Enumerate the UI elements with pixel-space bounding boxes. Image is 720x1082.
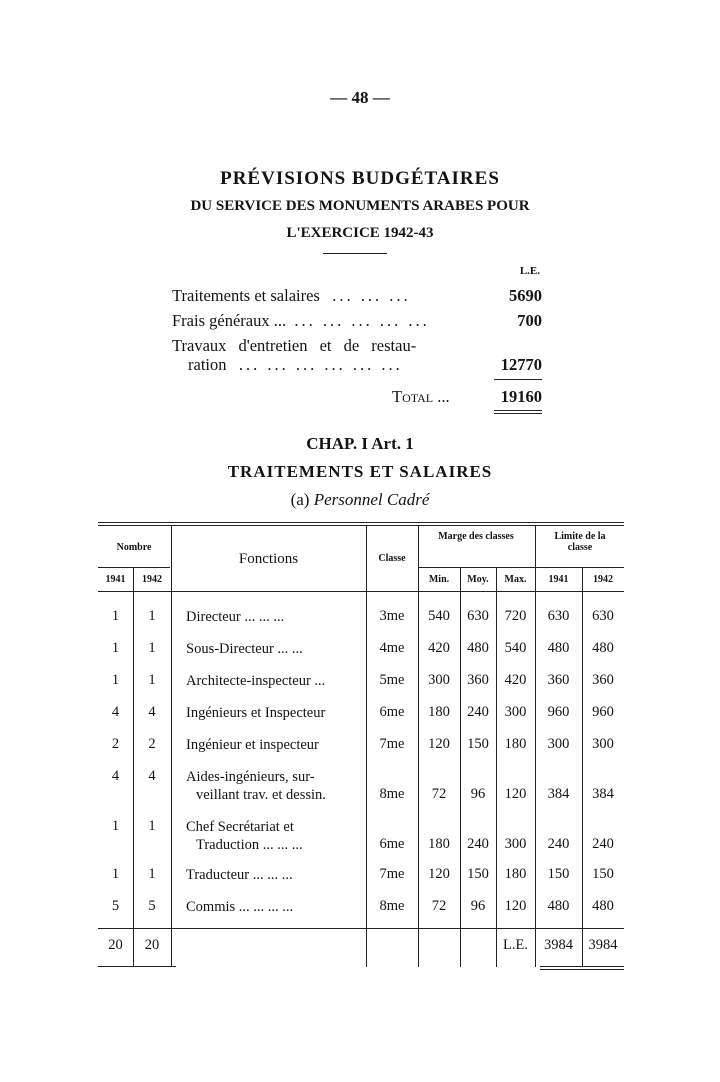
- cell-fonction: [186, 608, 362, 626]
- fonction-line: Chef Secrétariat et: [186, 819, 294, 835]
- cell-classe: 4me: [379, 640, 405, 656]
- cell-max: 300: [504, 704, 527, 720]
- budget-item-value: 12770: [500, 355, 542, 374]
- cell-classe: 8me: [379, 898, 405, 914]
- budget-item-label: Traitements et salaires ... ... ...: [172, 286, 411, 305]
- cell-l41: 480: [547, 640, 570, 656]
- cell-l42: 240: [592, 836, 614, 852]
- budget-item-label: Frais généraux ... ... ... ... ... ...: [172, 311, 430, 330]
- cell-min: 300: [428, 672, 450, 688]
- budget-item-value: 5690: [509, 286, 542, 305]
- fonction-line: Ingénieurs et Inspecteur: [186, 705, 326, 721]
- cell-n41: 1: [111, 672, 120, 688]
- header-rule: [418, 567, 624, 568]
- cell-classe: 6me: [379, 704, 405, 720]
- cell-moy: 96: [470, 898, 486, 914]
- fonction-line-cont: Traduction ... ... ...: [196, 837, 303, 853]
- cell-max: 540: [504, 640, 527, 656]
- header-limite-1942: 1942: [593, 574, 613, 585]
- cell-moy: 360: [467, 672, 489, 688]
- total-limite-1942: 3984: [588, 937, 618, 953]
- cell-max: 180: [504, 866, 527, 882]
- cell-fonction: [186, 704, 362, 722]
- cell-classe: 7me: [379, 736, 405, 752]
- chapter-heading: CHAP. I Art. 1: [306, 434, 414, 453]
- cell-fonction: [186, 818, 362, 854]
- cell-n41: 2: [111, 736, 120, 752]
- cell-l42: 480: [592, 640, 614, 656]
- cell-moy: 150: [467, 866, 489, 882]
- fonction-line: Commis ... ... ... ...: [186, 899, 294, 915]
- cell-l42: 960: [592, 704, 614, 720]
- cell-max: 420: [504, 672, 527, 688]
- cell-classe: 6me: [379, 836, 405, 852]
- cell-l42: 630: [592, 608, 614, 624]
- cell-moy: 480: [467, 640, 489, 656]
- fonction-line: Ingénieur et inspecteur: [186, 737, 319, 753]
- cell-min: 540: [428, 608, 450, 624]
- total-unit: L.E.: [503, 937, 528, 953]
- document-title: PRÉVISIONS BUDGÉTAIRES: [220, 168, 500, 189]
- cell-classe: 8me: [379, 786, 405, 802]
- cell-classe: 7me: [379, 866, 405, 882]
- cell-n42: 1: [148, 818, 156, 834]
- cell-max: 120: [504, 786, 527, 802]
- cell-classe: 5me: [379, 672, 405, 688]
- cell-n42: 1: [148, 640, 156, 656]
- total-nombre-1942: 20: [144, 937, 160, 953]
- budget-total-label: Total ...: [392, 387, 450, 406]
- cell-n41: 5: [111, 898, 120, 914]
- header-nombre: Nombre: [116, 542, 152, 553]
- header-classe: Classe: [378, 553, 406, 564]
- cell-max: 180: [504, 736, 527, 752]
- cell-n42: 1: [148, 608, 156, 624]
- cell-n41: 1: [111, 866, 120, 882]
- total-rule: [494, 379, 542, 380]
- cell-fonction: [186, 736, 362, 754]
- cell-min: 180: [428, 836, 450, 852]
- table-top-rule: [98, 525, 624, 526]
- table-top-rule: [98, 522, 624, 523]
- budget-item-value: 700: [517, 311, 542, 330]
- header-limite: Limite de la classe: [554, 531, 606, 553]
- cell-min: 420: [428, 640, 450, 656]
- cell-l42: 150: [592, 866, 614, 882]
- fonction-line: Directeur ... ... ...: [186, 609, 285, 625]
- cell-n42: 1: [148, 866, 156, 882]
- header-max: Max.: [504, 574, 527, 585]
- total-double-rule: [494, 413, 542, 414]
- cell-n42: 4: [148, 704, 156, 720]
- fonction-line: Sous-Directeur ... ...: [186, 641, 303, 657]
- cell-n42: 5: [148, 898, 156, 914]
- cell-l41: 630: [547, 608, 570, 624]
- cell-fonction: [186, 866, 362, 884]
- cell-l41: 150: [547, 866, 570, 882]
- cell-fonction: [186, 640, 362, 658]
- document-subtitle: DU SERVICE DES MONUMENTS ARABES POUR: [190, 198, 530, 214]
- document-subtitle-year: L'EXERCICE 1942-43: [286, 225, 434, 241]
- cell-fonction: [186, 672, 362, 690]
- page-number: — 48 —: [330, 88, 390, 107]
- cell-moy: 96: [470, 786, 486, 802]
- cell-min: 72: [431, 898, 447, 914]
- budget-item-label-cont: ration ... ... ... ... ... ...: [188, 355, 403, 374]
- cell-l42: 480: [592, 898, 614, 914]
- cell-fonction: [186, 898, 362, 916]
- title-divider: [323, 253, 387, 254]
- header-fonctions: Fonctions: [238, 551, 299, 567]
- cell-l41: 360: [547, 672, 570, 688]
- cell-moy: 240: [467, 704, 489, 720]
- cell-n42: 1: [148, 672, 156, 688]
- cell-moy: 240: [467, 836, 489, 852]
- total-limite-1941: 3984: [544, 937, 573, 953]
- header-marge: Marge des classes: [438, 531, 514, 542]
- header-nombre-1942: 1942: [142, 574, 162, 585]
- cell-l42: 300: [592, 736, 614, 752]
- cell-n41: 1: [111, 608, 120, 624]
- cell-l42: 384: [592, 786, 614, 802]
- cell-l41: 960: [547, 704, 570, 720]
- total-nombre-1941: 20: [108, 937, 123, 953]
- fonction-line: Aides-ingénieurs, sur-: [186, 769, 315, 785]
- cell-l41: 384: [547, 786, 570, 802]
- cell-fonction: [186, 768, 362, 804]
- fonction-line-cont: veillant trav. et dessin.: [196, 787, 326, 803]
- cell-n41: 4: [111, 704, 120, 720]
- cell-n41: 1: [111, 818, 120, 834]
- cell-min: 120: [428, 736, 450, 752]
- header-nombre-1941: 1941: [105, 574, 126, 585]
- cell-l41: 240: [547, 836, 570, 852]
- header-bottom-rule: [98, 591, 624, 592]
- header-min: Min.: [428, 574, 450, 585]
- cell-classe: 3me: [379, 608, 405, 624]
- cell-moy: 150: [467, 736, 489, 752]
- cell-max: 720: [504, 608, 527, 624]
- budget-total-value: 19160: [500, 387, 542, 406]
- budget-unit: L.E.: [519, 265, 540, 277]
- header-moy: Moy.: [467, 574, 489, 585]
- cell-n41: 1: [111, 640, 120, 656]
- fonction-line: Architecte-inspecteur ...: [186, 673, 326, 689]
- cell-l42: 360: [592, 672, 614, 688]
- header-limite-1941: 1941: [548, 574, 569, 585]
- total-double-rule: [494, 410, 542, 411]
- cell-n42: 2: [148, 736, 156, 752]
- cell-min: 120: [428, 866, 450, 882]
- cell-l41: 480: [547, 898, 570, 914]
- total-rule: [98, 928, 624, 929]
- header-rule: [98, 567, 170, 568]
- bottom-rule: [98, 966, 176, 967]
- section-heading: TRAITEMENTS ET SALAIRES: [227, 462, 493, 481]
- cell-moy: 630: [467, 608, 489, 624]
- cell-l41: 300: [547, 736, 570, 752]
- subsection-heading: (a) Personnel Cadré: [290, 490, 430, 509]
- cell-max: 300: [504, 836, 527, 852]
- column-rule: [171, 525, 172, 967]
- budget-item-label: Travaux d'entretien et de restau-: [172, 336, 417, 355]
- cell-n41: 4: [111, 768, 120, 784]
- cell-n42: 4: [148, 768, 156, 784]
- fonction-line: Traducteur ... ... ...: [186, 867, 293, 883]
- cell-max: 120: [504, 898, 527, 914]
- bottom-rule: [540, 969, 624, 970]
- cell-min: 180: [428, 704, 450, 720]
- cell-min: 72: [431, 786, 447, 802]
